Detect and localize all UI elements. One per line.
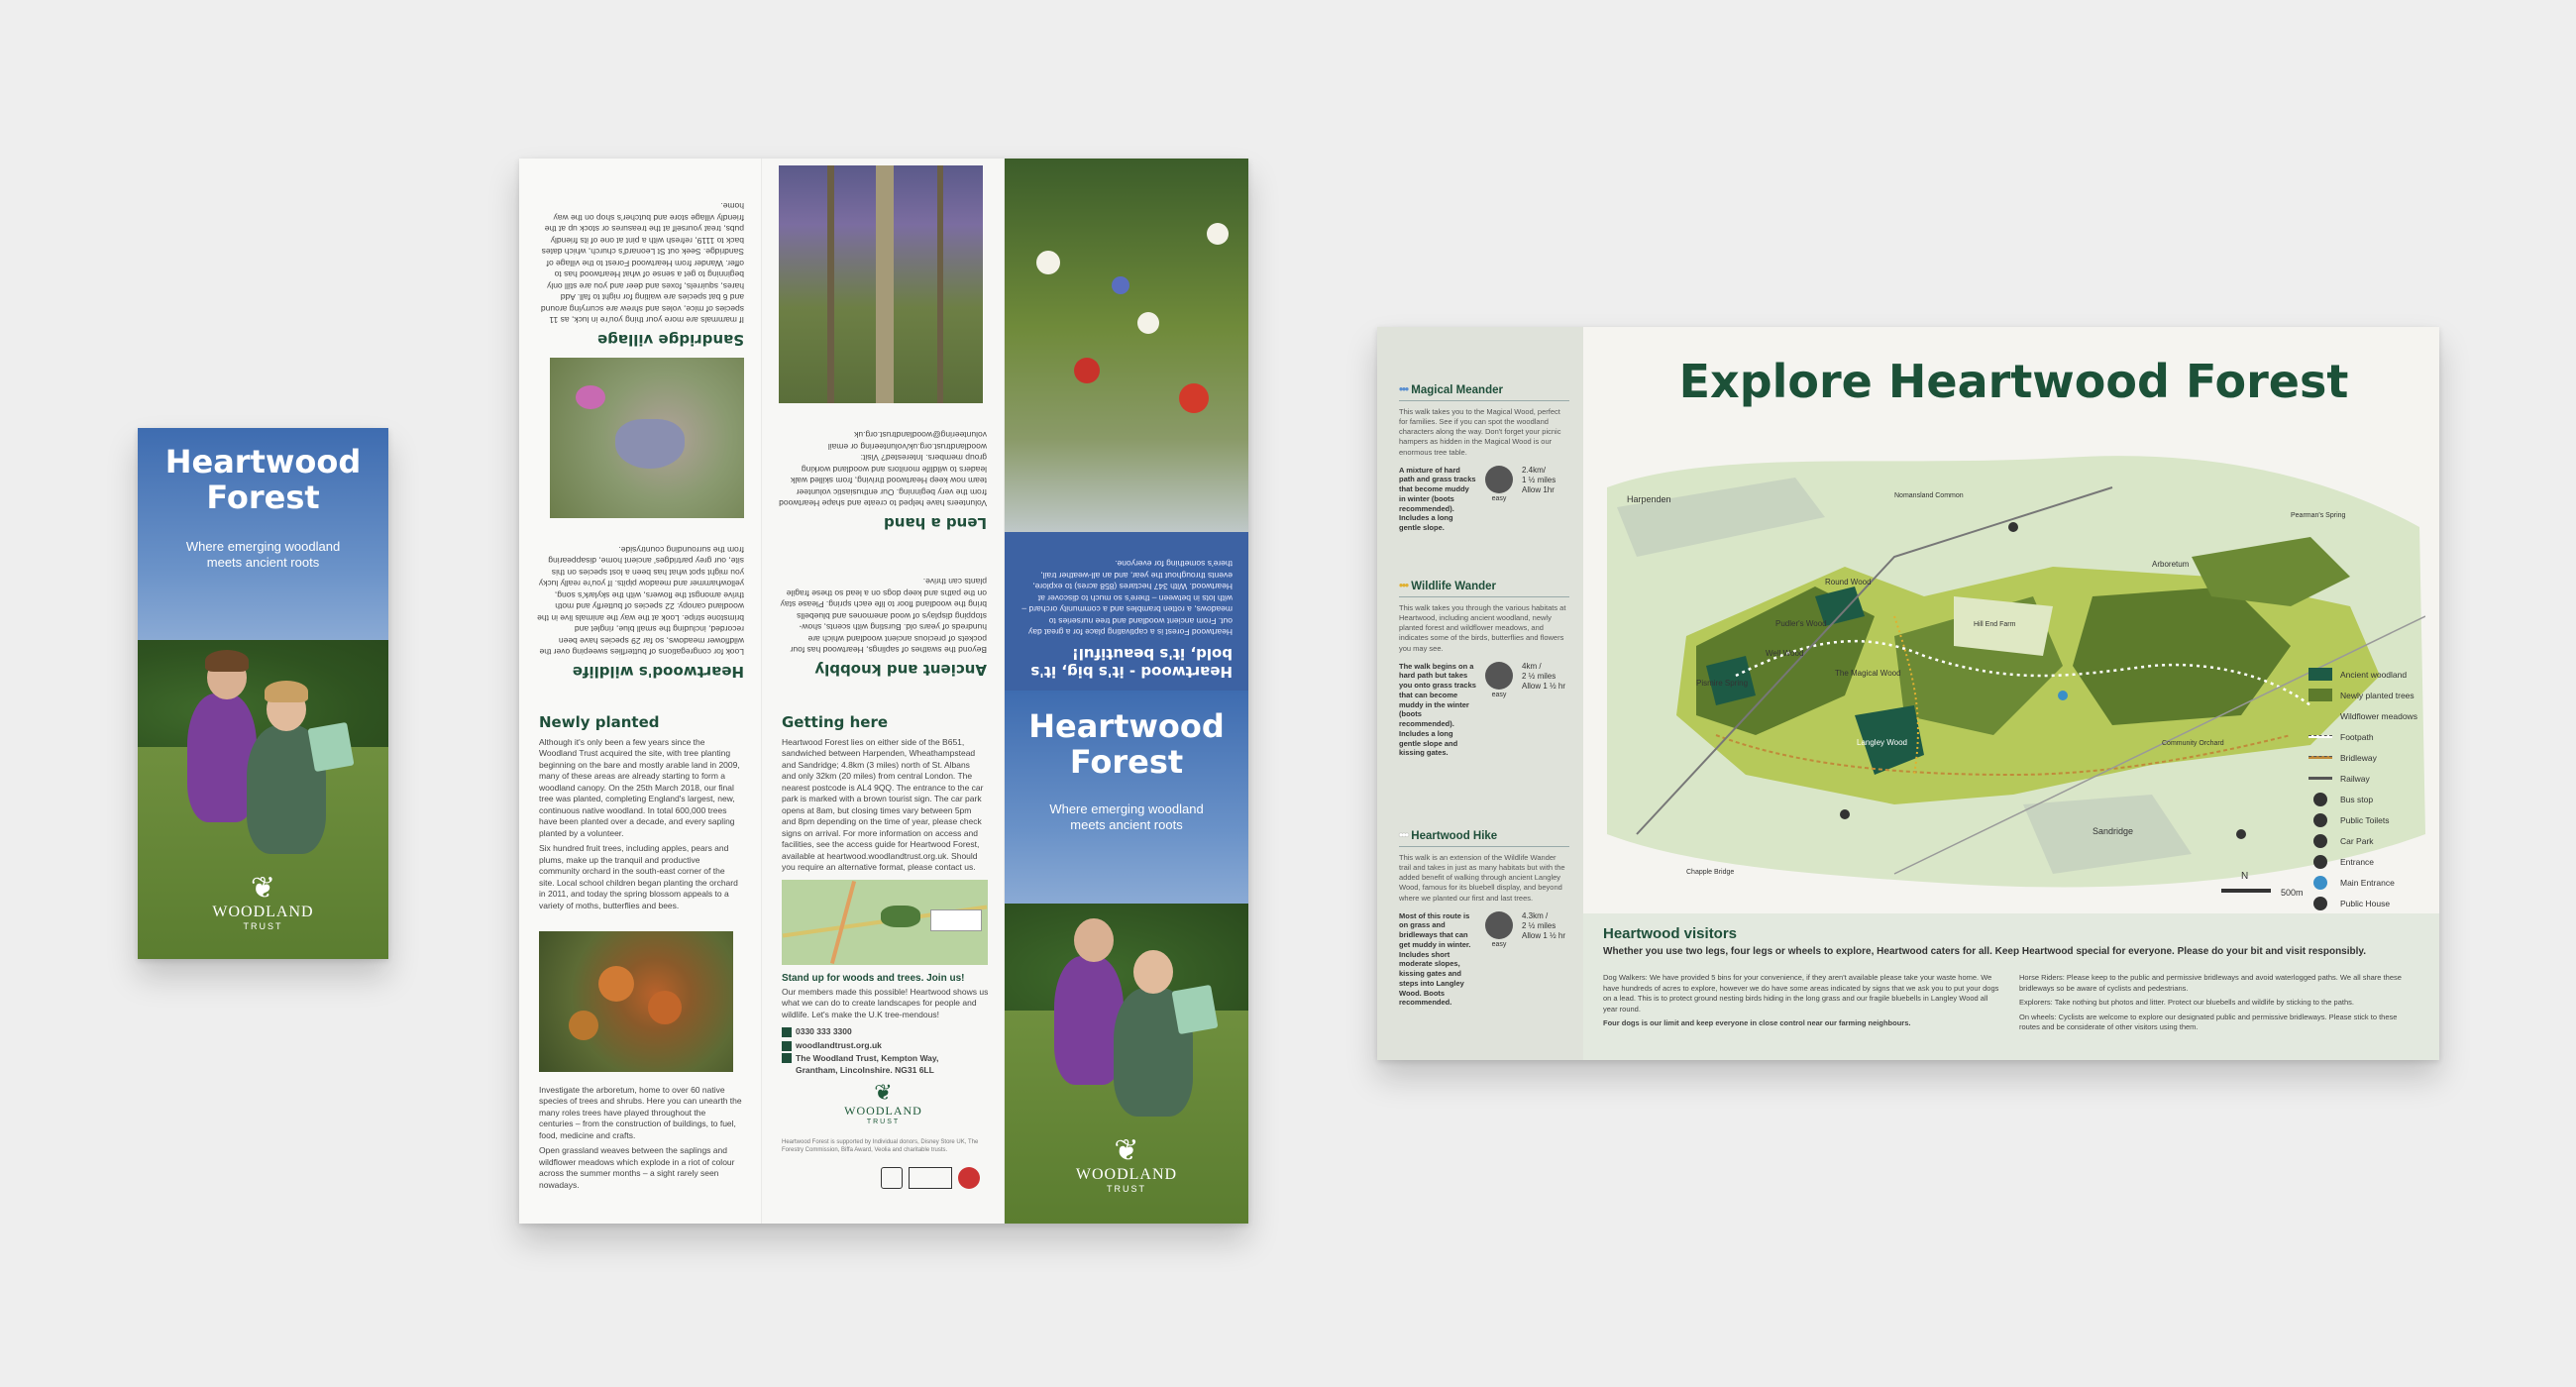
tree-logo-icon: ❦ bbox=[874, 1080, 893, 1105]
difficulty-label: easy bbox=[1491, 494, 1507, 502]
bluebell-wood-photo bbox=[779, 165, 983, 403]
walk-heartwood-hike bbox=[1399, 830, 1569, 1008]
route-dots-icon: ••• bbox=[1399, 830, 1409, 842]
newly-planted-section bbox=[539, 713, 742, 911]
legend-item bbox=[2308, 768, 2435, 789]
butterfly-photo bbox=[550, 358, 744, 518]
boot-icon bbox=[1485, 466, 1513, 493]
upside-down-panel-2 bbox=[762, 159, 1005, 691]
cornflower bbox=[1112, 276, 1129, 294]
walk-title bbox=[1399, 830, 1569, 847]
child-face bbox=[1133, 950, 1173, 994]
bold-heading bbox=[1030, 645, 1233, 681]
woodland-trust-logo-green bbox=[762, 1082, 1005, 1125]
walk-duration: Allow 1hr bbox=[1522, 485, 1555, 495]
newly-planted-body-2: Six hundred fruit trees, including apples, pears and plums, make up the tranquil and productive community orchard in the south-east corner of the site. Local school children began planting the orchard in 2011, and today the spring blossom appeals to a variety of moths, butterflies and bees. bbox=[539, 843, 738, 910]
legend-swatch bbox=[2313, 834, 2327, 848]
map-base bbox=[1607, 456, 2425, 887]
tree-trunk bbox=[876, 165, 894, 403]
join-us-section bbox=[782, 973, 990, 1076]
newly-planted-body-3: Investigate the arboretum, home to over 60 native species of trees and shrubs. Here you can unearth the many roles trees have played throughout the centuries – from the construction of buildings, to fuel, food, medicine and crafts. bbox=[539, 1085, 742, 1140]
lend-a-hand-heading: Lend a hand bbox=[884, 514, 987, 532]
blue-panel bbox=[1005, 532, 1248, 691]
tree-trunk bbox=[827, 165, 834, 403]
apple bbox=[648, 991, 682, 1024]
walk-distance bbox=[1522, 662, 1565, 693]
ancient-heading: Ancient and knobbly bbox=[814, 661, 987, 679]
logo-trust: TRUST bbox=[866, 1119, 901, 1125]
child-hair bbox=[265, 681, 308, 702]
cover-title-line1: Heartwood bbox=[164, 443, 362, 480]
walk-distance bbox=[1522, 911, 1565, 942]
bold-heading-line1: Heartwood - it's big, it's bbox=[1030, 663, 1233, 681]
legend-item bbox=[2308, 664, 2435, 685]
contact-phone bbox=[782, 1026, 990, 1037]
label-arboretum: Arboretum bbox=[2152, 560, 2190, 569]
activity-book bbox=[1171, 985, 1218, 1034]
walk-title-text: Heartwood Hike bbox=[1411, 830, 1498, 842]
legend-label: Railway bbox=[2340, 773, 2370, 784]
charity-logo-icon bbox=[958, 1167, 980, 1189]
distance-miles: 1 ½ miles bbox=[1522, 476, 1556, 485]
wildflower-meadow-photo bbox=[1005, 159, 1248, 532]
legend-item bbox=[2308, 830, 2435, 851]
distance-miles: 2 ½ miles bbox=[1522, 672, 1556, 682]
walk-description: This walk takes you through the various habitats at Heartwood, including ancient woodland, newly planted forest and wildflower meadows, and indicates some of the birds, butterflies and flowers you may see. bbox=[1399, 603, 1566, 653]
boot-icon bbox=[1485, 911, 1513, 939]
difficulty-label: easy bbox=[1491, 691, 1507, 698]
legend-item bbox=[2308, 747, 2435, 768]
main-entrance-marker bbox=[2058, 691, 2068, 700]
lend-a-hand-body: Volunteers have helped to create and shape Heartwood from the very beginning. Our enthusiastic volunteer team now keep Heartwood thriving, from skilled walk leaders to wildlife monitors and woodland working group members. Interested? Visit: woodlandtrust.org.uk/volunteering or email volunteering@woodlandtrust.org.uk bbox=[779, 430, 987, 508]
walk-title-text: Wildlife Wander bbox=[1411, 581, 1497, 592]
dog-limit-text: Four dogs is our limit and keep everyone in close control near our farming neighbours. bbox=[1603, 1018, 1911, 1027]
legend-label: Car Park bbox=[2340, 835, 2374, 846]
dog-walkers-text: Dog Walkers: We have provided 5 bins for your convenience, if they aren't available please take your waste home. We have hundreds of acres to explore, however we do have some areas indicated by signs that we ask you to put your dogs on a lead. This is to protect ground nesting birds hiding in the long grass and our fragile bluebells in Langley Wood all year round. bbox=[1603, 973, 1999, 1014]
closed-leaflet bbox=[138, 428, 388, 959]
entrance-marker bbox=[2236, 829, 2246, 839]
open-leaflet bbox=[519, 159, 1248, 1224]
cover-title bbox=[138, 444, 388, 515]
front-cover bbox=[1005, 691, 1248, 1224]
lend-a-hand-section bbox=[779, 429, 987, 532]
visitors-title: Heartwood visitors bbox=[1603, 925, 1738, 942]
route-dots-icon: ••• bbox=[1399, 581, 1409, 592]
sandridge-body: If mammals are more your thing you're in luck, as 11 species of mice, voles and shrew are scurrying around and 6 bat species are waiting for night to fall. Add hares, squirrels, foxes and deer and you are still only beginning to get a sense of what Heartwood has to offer. Wander from Heartwood Forest to the village of Sandridge. Seek out St Leonard's church, which dates back to 1119, refresh with a pint at one of its friendly pubs, treat yourself at the treasures or stock up at the friendly village store and butcher's shop on the way home. bbox=[540, 201, 744, 325]
newly-planted-body-1: Although it's only been a few years since the Woodland Trust acquired the site, with tree planting beginning on the bare and mostly arable land in 2009, many of these areas are already starting to form a woodland canopy. On the 25th March 2018, our final tree was planted, completing England's largest, new, continuous native woodland. In total 600,000 trees have been planted over a decade, and every sapling planted by a volunteer. bbox=[539, 737, 740, 838]
activity-book bbox=[307, 722, 354, 772]
legend-swatch bbox=[2308, 709, 2332, 722]
explorers-text: Explorers: Take nothing but photos and litter. Protect our bluebells and wildlife by sticking to the paths. bbox=[2019, 998, 2354, 1007]
walk-wildlife-wander bbox=[1399, 581, 1569, 758]
phone-number: 0330 333 3300 bbox=[796, 1026, 852, 1037]
bold-body: Heartwood Forest is a captivating place for a great day out. From ancient woodland and tree nurseries to meadows, a rotten brambles and a community orchard – with lots in between – there's so much to discover at Heartwood. With 347 hectares (858 acres) to explore, events throughout the year, and an all-weather trail, there's something for everyone. bbox=[1021, 559, 1233, 637]
label-pudlers-wood: Pudler's Wood bbox=[1775, 619, 1827, 628]
legend-item bbox=[2308, 685, 2435, 705]
legend-swatch bbox=[2313, 813, 2327, 827]
visitors-column-left bbox=[1603, 973, 1999, 1029]
entrance-marker bbox=[1840, 809, 1850, 819]
column-2 bbox=[762, 159, 1005, 1224]
front-subtitle-line2: meets ancient roots bbox=[1070, 817, 1183, 832]
legend-swatch bbox=[2308, 668, 2332, 681]
fsc-logo-icon bbox=[881, 1167, 903, 1189]
label-harpenden: Harpenden bbox=[1627, 494, 1671, 504]
arboretum-section bbox=[539, 1085, 742, 1191]
address-line-2: Grantham, Lincolnshire. NG31 6LL bbox=[796, 1064, 934, 1075]
map-key-box bbox=[930, 909, 982, 931]
label-langley-wood: Langley Wood bbox=[1857, 738, 1907, 747]
label-well-wood: Well Wood bbox=[1766, 649, 1804, 658]
walk-description: This walk is an extension of the Wildlife Wander trail and takes in just as many habitats but with the added benefit of walking through ancient Langley Wood, famous for its bluebell display, and beyond where we planted our first and last trees. bbox=[1399, 853, 1565, 903]
certification-logos bbox=[881, 1167, 980, 1189]
address-line-1: The Woodland Trust, Kempton Way, bbox=[796, 1053, 939, 1064]
route-dots-icon: ••• bbox=[1399, 384, 1409, 396]
sandridge-heading: Sandridge village bbox=[597, 331, 744, 349]
walk-info bbox=[1399, 662, 1569, 759]
heartwood-wildlife-section bbox=[536, 543, 744, 681]
label-hill-end-farm: Hill End Farm bbox=[1974, 621, 2016, 628]
getting-here-body: Heartwood Forest lies on either side of the B651, sandwiched between Harpenden, Wheathampstead and Sandridge; 4.8km (3 miles) north of St. Albans and only 32km (20 miles) from central London. The nearest postcode is AL4 9QQ. The entrance to the car park is marked with a brown tourist sign. The car park opens at 8am, but closing times vary between 5pm and 8pm depending on the time of year, please check signs on arrival. For more information on access and facilities, see the access guide for Heartwood Forest, available at heartwood.woodlandtrust.org.uk. Should you require an alternative format, please contact us. bbox=[782, 737, 984, 873]
legend-label: Footpath bbox=[2340, 731, 2374, 742]
north-arrow-label: N bbox=[2241, 871, 2249, 882]
difficulty-badge bbox=[1484, 466, 1514, 502]
column-3 bbox=[1005, 159, 1248, 1224]
road-line bbox=[830, 881, 856, 964]
distance-km: 4km / bbox=[1522, 661, 1542, 671]
legend-swatch bbox=[2313, 793, 2327, 806]
web-address: woodlandtrust.org.uk bbox=[796, 1039, 882, 1050]
walk-duration: Allow 1 ½ hr bbox=[1522, 682, 1566, 692]
contact-web bbox=[782, 1040, 990, 1051]
cover-subtitle-line1: Where emerging woodland bbox=[185, 539, 341, 554]
ancient-body: Beyond the swathes of saplings, Heartwood has four pockets of precious ancient woodland which are hundreds of years old. Bursting with scents, show-stopping displays of wood anemones and bluebells bring the woodland floor to life each spring. Please stay on the paths and keep dogs on a lead so these fragile plants can thrive. bbox=[780, 577, 987, 655]
apple bbox=[598, 966, 634, 1002]
upside-down-panel-1 bbox=[519, 159, 762, 691]
forest-area bbox=[881, 906, 920, 927]
cover-subtitle bbox=[138, 539, 388, 571]
car-park-marker bbox=[2008, 522, 2018, 532]
newly-planted-heading: Newly planted bbox=[539, 713, 660, 731]
location-map-inset bbox=[782, 880, 988, 965]
walk-magical-meander bbox=[1399, 384, 1569, 533]
difficulty-badge bbox=[1484, 662, 1514, 698]
daisy bbox=[1207, 223, 1229, 245]
legend-label: Public Toilets bbox=[2340, 814, 2390, 825]
front-title bbox=[1005, 708, 1248, 780]
label-pismire-spring: Pismire Spring bbox=[1696, 679, 1749, 688]
walk-info bbox=[1399, 911, 1569, 1009]
logo-name: WOODLAND bbox=[212, 904, 314, 920]
walk-notes: A mixture of hard path and grass tracks that become muddy in winter (boots recommended). Includes a long gentle slope. bbox=[1399, 465, 1476, 533]
legend-swatch bbox=[2313, 897, 2327, 910]
legend-item bbox=[2308, 789, 2435, 809]
walk-info bbox=[1399, 466, 1569, 533]
apples-photo bbox=[539, 931, 733, 1072]
horse-riders-text: Horse Riders: Please keep to the public and permissive bridleways and avoid waterlogged paths. We all share these bridleways so be aware of cyclists and pedestrians. bbox=[2019, 973, 2402, 993]
distance-miles: 2 ½ miles bbox=[1522, 921, 1556, 931]
legend-label: Newly planted trees bbox=[2340, 690, 2415, 700]
forest-map bbox=[1597, 418, 2425, 913]
poppy bbox=[1074, 358, 1100, 383]
sandridge-section bbox=[536, 200, 744, 349]
walk-description: This walk takes you to the Magical Wood, perfect for families. See if you can spot the woodland characters along the way. Don't forget your picnic hampers as hidden in the Magical Wood is our enormous tree table. bbox=[1399, 407, 1561, 457]
label-round-wood: Round Wood bbox=[1825, 578, 1872, 587]
visitors-lead: Whether you use two legs, four legs or wheels to explore, Heartwood caters for all. Keep Heartwood special for everyone. Please do your bit and visit responsibly. bbox=[1603, 946, 2367, 957]
legend-item bbox=[2308, 809, 2435, 830]
walk-title-text: Magical Meander bbox=[1411, 384, 1503, 396]
join-us-heading: Stand up for woods and trees. Join us! bbox=[782, 973, 965, 984]
child-hair bbox=[205, 650, 249, 672]
distance-km: 4.3km / bbox=[1522, 910, 1549, 920]
column-1 bbox=[519, 159, 762, 1224]
web-icon bbox=[782, 1041, 792, 1051]
legend-swatch bbox=[2308, 777, 2332, 780]
flower-bud bbox=[576, 385, 605, 409]
wildlife-body: Look for congregations of butterflies sweeping over the wildflower meadows, so far 29 species have been recorded, including the small blue, ringlet and brimstone stripe. Look at the way the animals live in the woodland canopy. 22 species of butterfly and moth thrive amongst the flowers, with the skylark's song, yellowhammer and meadow pipits. If you're really lucky you might spot what has been a lost species on this site, our grey partridges' ancient home, disappearing from the surrounding countryside. bbox=[537, 544, 744, 657]
front-title-line1: Heartwood bbox=[1028, 707, 1225, 745]
poster-title: Explore Heartwood Forest bbox=[1678, 355, 2349, 408]
legend-item bbox=[2308, 893, 2435, 913]
legend-label: Entrance bbox=[2340, 856, 2375, 867]
legend-swatch bbox=[2308, 689, 2332, 701]
fsc-mix-logo-icon bbox=[909, 1167, 952, 1189]
visitors-section bbox=[1583, 913, 2439, 1060]
getting-here-section bbox=[782, 713, 985, 874]
logo-name: WOODLAND bbox=[1075, 1166, 1178, 1183]
location-icon bbox=[782, 1053, 792, 1063]
getting-here-heading: Getting here bbox=[782, 713, 889, 731]
legend-swatch bbox=[2308, 735, 2332, 738]
join-us-body: Our members made this possible! Heartwood shows us what we can do to create landscapes for people and wildlife. Let's make the U.K tree-mendous! bbox=[782, 987, 989, 1019]
woodland-trust-logo bbox=[138, 874, 388, 931]
wildlife-heading: Heartwood's wildlife bbox=[572, 663, 744, 681]
legend-label: Ancient woodland bbox=[2340, 669, 2408, 680]
scale-bar bbox=[2221, 889, 2271, 893]
front-subtitle-line1: Where emerging woodland bbox=[1049, 801, 1204, 816]
label-pearmans-spring: Pearman's Spring bbox=[2291, 512, 2346, 519]
walk-distance bbox=[1522, 466, 1556, 496]
child-face bbox=[1074, 918, 1114, 962]
logo-trust: TRUST bbox=[243, 921, 283, 931]
walk-title bbox=[1399, 581, 1569, 597]
visitors-column-right bbox=[2019, 973, 2415, 1033]
tree-logo-icon: ❦ bbox=[1114, 1134, 1139, 1167]
legend-label: Wildflower meadows bbox=[2340, 710, 2417, 721]
label-community-orchard: Community Orchard bbox=[2162, 740, 2224, 747]
cover-subtitle-line2: meets ancient roots bbox=[206, 555, 320, 570]
logo-trust: TRUST bbox=[1107, 1184, 1146, 1194]
upside-down-panel-3 bbox=[1005, 159, 1248, 691]
legend-label: Bridleway bbox=[2340, 752, 2377, 763]
tree-trunk bbox=[937, 165, 943, 403]
daisy bbox=[1137, 312, 1159, 334]
contact-address bbox=[782, 1053, 990, 1076]
difficulty-badge bbox=[1484, 911, 1514, 948]
poppy bbox=[1179, 383, 1209, 413]
boot-icon bbox=[1485, 662, 1513, 690]
tree-logo-icon: ❦ bbox=[250, 872, 276, 905]
front-subtitle bbox=[1005, 801, 1248, 833]
legend-item bbox=[2308, 851, 2435, 872]
legend-item bbox=[2308, 872, 2435, 893]
butterfly-wing bbox=[615, 419, 685, 469]
cover-title-line2: Forest bbox=[206, 479, 320, 516]
bold-heading-line2: bold, it's beautiful! bbox=[1071, 645, 1233, 663]
newly-planted-body-4: Open grassland weaves between the saplings and wildflower meadows which explode in a riot of colour across the summer months – a sight rarely seen nowadays. bbox=[539, 1145, 735, 1190]
label-magical-wood: The Magical Wood bbox=[1835, 669, 1901, 678]
walk-title bbox=[1399, 384, 1569, 401]
on-wheels-text: On wheels: Cyclists are welcome to explore our designated public and permissive bridleways. Please stick to these routes and be considerate of other visitors using them. bbox=[2019, 1012, 2398, 1031]
map-legend bbox=[2308, 664, 2435, 913]
walk-notes: The walk begins on a hard path but takes you onto grass tracks that can become muddy in the winter (boots recommended). Includes a long gentle slope and kissing gates. bbox=[1399, 661, 1476, 758]
distance-km: 2.4km/ bbox=[1522, 465, 1547, 475]
ancient-section bbox=[779, 576, 987, 679]
legend-item bbox=[2308, 705, 2435, 726]
walk-notes: Most of this route is on grass and bridleways that can get muddy in winter. Includes short moderate slopes, kissing gates and steps into Langley Wood. Boots recommended. bbox=[1399, 910, 1471, 1008]
front-title-line2: Forest bbox=[1069, 743, 1184, 781]
legend-label: Main Entrance bbox=[2340, 877, 2395, 888]
legend-item bbox=[2308, 726, 2435, 747]
difficulty-label: easy bbox=[1491, 940, 1507, 948]
map-poster bbox=[1377, 327, 2439, 1060]
phone-icon bbox=[782, 1027, 792, 1037]
label-chapple-bridge: Chapple Bridge bbox=[1686, 869, 1735, 876]
supporters-footnote: Heartwood Forest is supported by Individual donors, Disney Store UK, The Forestry Commission, Biffa Award, Veolia and charitable trusts. bbox=[782, 1139, 979, 1153]
apple bbox=[569, 1011, 598, 1040]
walk-duration: Allow 1 ½ hr bbox=[1522, 931, 1566, 941]
scale-label: 500m bbox=[2281, 888, 2304, 898]
daisy bbox=[1036, 251, 1060, 274]
label-nomansland: Nomansland Common bbox=[1894, 492, 1964, 499]
legend-swatch bbox=[2313, 876, 2327, 890]
legend-label: Public House bbox=[2340, 898, 2391, 908]
legend-swatch bbox=[2308, 756, 2332, 759]
legend-swatch bbox=[2313, 855, 2327, 869]
legend-label: Bus stop bbox=[2340, 794, 2374, 804]
woodland-trust-logo bbox=[1005, 1136, 1248, 1194]
logo-name: WOODLAND bbox=[844, 1104, 922, 1118]
label-sandridge: Sandridge bbox=[2093, 826, 2134, 836]
